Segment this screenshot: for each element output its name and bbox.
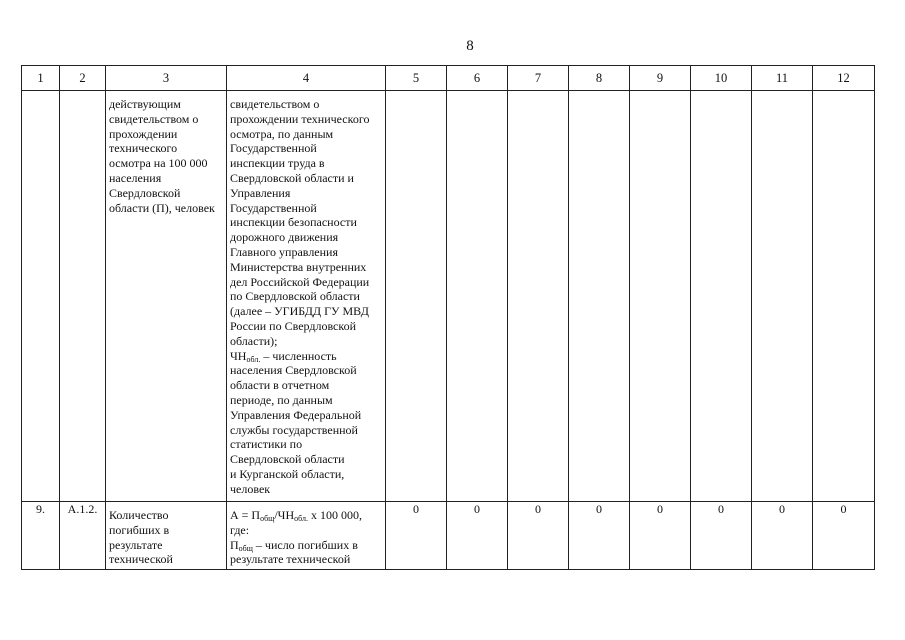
cont-method-line: Главного управления: [230, 244, 338, 259]
ch-symbol: ЧН: [230, 348, 247, 363]
cont-method-line: Свердловской области и: [230, 170, 354, 185]
cont-method-line: дел Российской Федерации: [230, 274, 370, 289]
cont-name-line: области (П), человек: [109, 200, 215, 215]
indicator-name-line: Количество: [109, 508, 169, 522]
cont-name-line: Свердловской: [109, 185, 181, 200]
cont-method-line: области);: [230, 333, 278, 348]
cont-col-12: [813, 91, 875, 502]
cont-method-line: свидетельством о: [230, 97, 320, 111]
cont-name-line: населения: [109, 170, 162, 185]
cont-name-line: действующим: [109, 97, 181, 111]
ch-definition-text: – численность: [260, 348, 337, 363]
cont-method-line: Свердловской области: [230, 452, 345, 467]
indicator-name-line: технической: [109, 552, 173, 567]
cont-method-line: человек: [230, 481, 271, 496]
indicator-name-line: погибших в: [109, 522, 170, 537]
continuation-row: [22, 91, 875, 502]
value-col-11: 0: [752, 502, 813, 570]
cont-col-2: [60, 91, 106, 502]
cont-method-line: осмотра, по данным: [230, 126, 334, 141]
formula-subscript: общ: [260, 514, 275, 523]
header-col-9: 9: [630, 66, 691, 91]
cont-col-6: [447, 91, 508, 502]
ch-subscript: обл.: [246, 354, 261, 364]
indicator-name: [106, 502, 227, 570]
cont-name-line: технического: [109, 141, 178, 156]
cont-method-line: прохождении технического: [230, 111, 370, 126]
ch-definition-line: [230, 349, 382, 364]
cont-method-line: Управления: [230, 185, 291, 200]
header-col-2: 2: [60, 66, 106, 91]
cont-method-line: по Свердловской области: [230, 289, 360, 304]
header-col-7: 7: [508, 66, 569, 91]
value-col-7: 0: [508, 502, 569, 570]
cont-method-line: Министерства внутренних: [230, 259, 367, 274]
cont-method-line: Управления Федеральной: [230, 407, 362, 422]
cont-method-line: и Курганской области,: [230, 466, 345, 481]
formula-part: /ЧН: [274, 508, 295, 522]
cont-name-line: прохождении: [109, 126, 178, 141]
cont-method-line: (далее – УГИБДД ГУ МВД: [230, 304, 369, 319]
indicator-code: А.1.2.: [60, 502, 106, 570]
row-number: 9.: [22, 502, 60, 570]
cont-col-1: [22, 91, 60, 502]
formula-part: х 100 000,: [308, 508, 363, 522]
cont-col-9: [630, 91, 691, 502]
header-col-8: 8: [569, 66, 630, 91]
cont-col-5: [386, 91, 447, 502]
cont-name-line: осмотра на 100 000: [109, 156, 208, 171]
header-col-1: 1: [22, 66, 60, 91]
header-col-11: 11: [752, 66, 813, 91]
cont-col-10: [691, 91, 752, 502]
header-col-5: 5: [386, 66, 447, 91]
cont-method-line: Государственной: [230, 200, 317, 215]
p-definition-text: – число погибших в: [252, 537, 358, 552]
cont-method-line: России по Свердловской: [230, 318, 357, 333]
cont-col-11: [752, 91, 813, 502]
value-col-9: 0: [630, 502, 691, 570]
cont-method-line: периоде, по данным: [230, 392, 333, 407]
value-col-8: 0: [569, 502, 630, 570]
p-symbol: П: [230, 537, 239, 552]
header-col-4: 4: [227, 66, 386, 91]
formula-line: [230, 508, 382, 523]
p-definition-line: [230, 538, 382, 553]
page-number: 8: [466, 38, 474, 54]
formula-last-line: результате технической: [230, 552, 351, 567]
cont-col-7: [508, 91, 569, 502]
header-row: [22, 66, 875, 91]
cont-col-8: [569, 91, 630, 502]
cont-method-line: области в отчетном: [230, 378, 330, 393]
indicator-name-line: результате: [109, 537, 163, 552]
cont-method-line: службы государственной: [230, 422, 358, 437]
value-col-10: 0: [691, 502, 752, 570]
cont-method-line: Государственной: [230, 141, 317, 156]
cont-method-line: населения Свердловской: [230, 363, 357, 378]
p-subscript: общ: [238, 543, 253, 553]
table-row-9: [22, 502, 875, 570]
formula-subscript: обл.: [294, 514, 309, 523]
indicator-table: [21, 65, 875, 570]
value-col-12: 0: [813, 502, 875, 570]
header-col-12: 12: [813, 66, 875, 91]
value-col-5: 0: [386, 502, 447, 570]
cont-method-line: инспекции труда в: [230, 156, 325, 171]
calculation-method: [227, 502, 386, 570]
cont-method-line: инспекции безопасности: [230, 215, 357, 230]
header-col-6: 6: [447, 66, 508, 91]
header-col-3: 3: [106, 66, 227, 91]
cont-name-line: свидетельством о: [109, 111, 199, 126]
header-col-10: 10: [691, 66, 752, 91]
formula-where: где:: [230, 522, 250, 537]
formula-part: А = П: [230, 508, 261, 522]
cont-method-line: статистики по: [230, 437, 303, 452]
cont-method-line: дорожного движения: [230, 230, 339, 245]
cont-method: [227, 91, 386, 502]
cont-indicator-name: [106, 91, 227, 502]
value-col-6: 0: [447, 502, 508, 570]
